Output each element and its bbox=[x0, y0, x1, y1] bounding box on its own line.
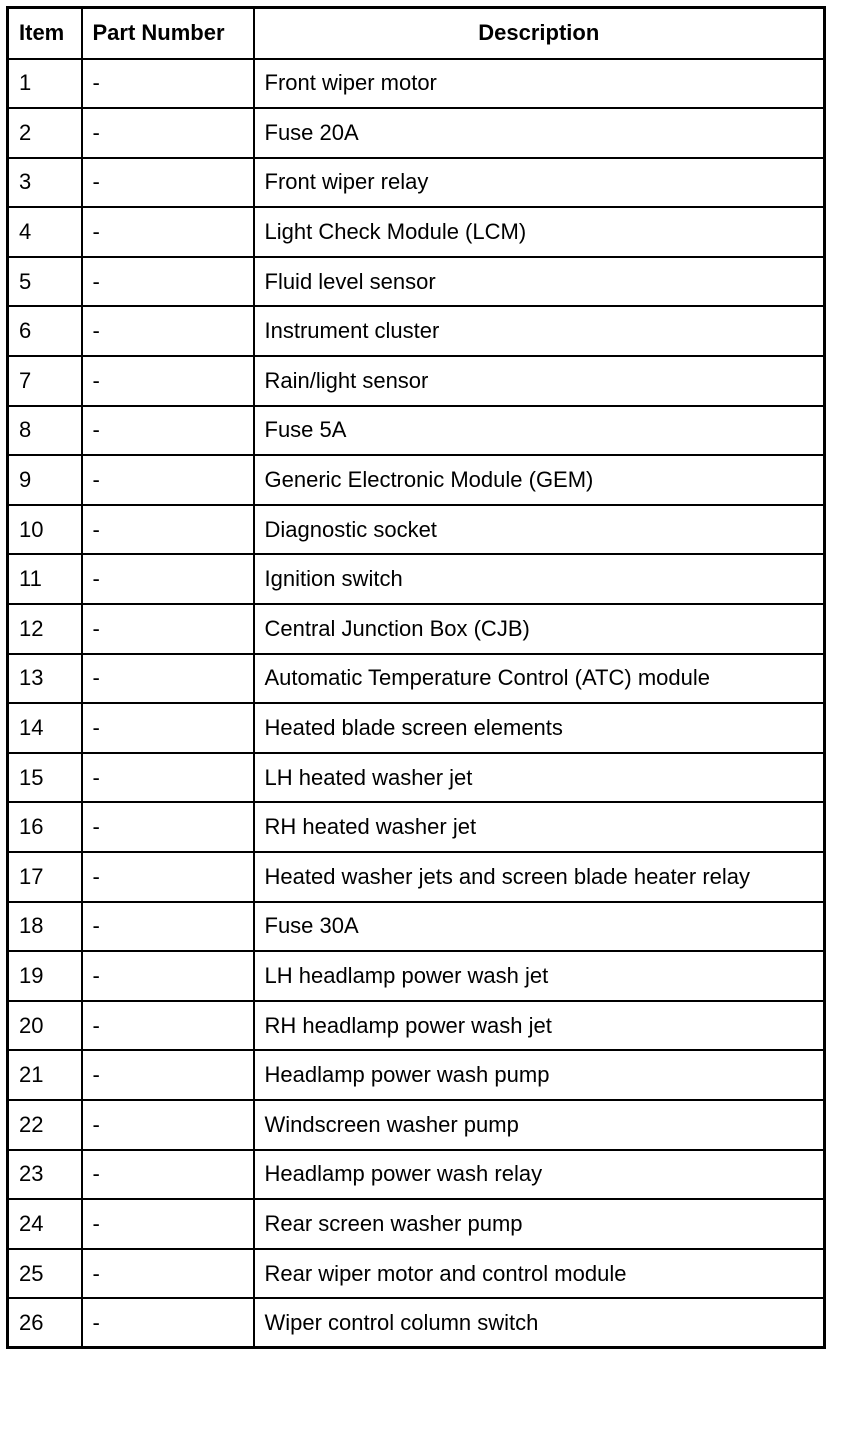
item-number: 19 bbox=[8, 951, 82, 1001]
item-number: 6 bbox=[8, 306, 82, 356]
item-number: 21 bbox=[8, 1050, 82, 1100]
part-number: - bbox=[82, 604, 254, 654]
description: Rain/light sensor bbox=[254, 356, 825, 406]
description: Heated washer jets and screen blade heater relay bbox=[254, 852, 825, 902]
description: Rear wiper motor and control module bbox=[254, 1249, 825, 1299]
part-number: - bbox=[82, 108, 254, 158]
description: Generic Electronic Module (GEM) bbox=[254, 455, 825, 505]
part-number: - bbox=[82, 703, 254, 753]
part-number: - bbox=[82, 753, 254, 803]
item-number: 10 bbox=[8, 505, 82, 555]
description: Diagnostic socket bbox=[254, 505, 825, 555]
table-row bbox=[8, 158, 825, 208]
table-row bbox=[8, 1249, 825, 1299]
item-number: 17 bbox=[8, 852, 82, 902]
part-number: - bbox=[82, 1249, 254, 1299]
description: Fluid level sensor bbox=[254, 257, 825, 307]
item-number: 4 bbox=[8, 207, 82, 257]
item-number: 9 bbox=[8, 455, 82, 505]
table-row bbox=[8, 406, 825, 456]
item-number: 2 bbox=[8, 108, 82, 158]
item-number: 23 bbox=[8, 1150, 82, 1200]
description: Rear screen washer pump bbox=[254, 1199, 825, 1249]
table-row bbox=[8, 753, 825, 803]
table-row bbox=[8, 951, 825, 1001]
parts-table bbox=[6, 6, 826, 1349]
item-number: 1 bbox=[8, 59, 82, 109]
part-number: - bbox=[82, 1298, 254, 1348]
part-number: - bbox=[82, 951, 254, 1001]
part-number: - bbox=[82, 1150, 254, 1200]
part-number: - bbox=[82, 505, 254, 555]
part-number: - bbox=[82, 158, 254, 208]
part-number: - bbox=[82, 1100, 254, 1150]
item-number: 11 bbox=[8, 554, 82, 604]
description: Wiper control column switch bbox=[254, 1298, 825, 1348]
description: Front wiper motor bbox=[254, 59, 825, 109]
header-description: Description bbox=[254, 8, 825, 59]
description: Automatic Temperature Control (ATC) module bbox=[254, 654, 825, 704]
item-number: 18 bbox=[8, 902, 82, 952]
part-number: - bbox=[82, 654, 254, 704]
description: Heated blade screen elements bbox=[254, 703, 825, 753]
part-number: - bbox=[82, 802, 254, 852]
table-row bbox=[8, 207, 825, 257]
table-row bbox=[8, 1298, 825, 1348]
table-row bbox=[8, 604, 825, 654]
header-part-number: Part Number bbox=[82, 8, 254, 59]
table-row bbox=[8, 852, 825, 902]
description: LH headlamp power wash jet bbox=[254, 951, 825, 1001]
part-number: - bbox=[82, 306, 254, 356]
description: Fuse 5A bbox=[254, 406, 825, 456]
description: RH heated washer jet bbox=[254, 802, 825, 852]
description: Fuse 30A bbox=[254, 902, 825, 952]
description: Instrument cluster bbox=[254, 306, 825, 356]
item-number: 22 bbox=[8, 1100, 82, 1150]
table-row bbox=[8, 802, 825, 852]
part-number: - bbox=[82, 207, 254, 257]
header-row bbox=[8, 8, 825, 59]
item-number: 3 bbox=[8, 158, 82, 208]
description: Fuse 20A bbox=[254, 108, 825, 158]
description: Central Junction Box (CJB) bbox=[254, 604, 825, 654]
part-number: - bbox=[82, 902, 254, 952]
table-row bbox=[8, 108, 825, 158]
part-number: - bbox=[82, 59, 254, 109]
description: Light Check Module (LCM) bbox=[254, 207, 825, 257]
description: Windscreen washer pump bbox=[254, 1100, 825, 1150]
table-row bbox=[8, 1199, 825, 1249]
table-row bbox=[8, 1001, 825, 1051]
item-number: 20 bbox=[8, 1001, 82, 1051]
table-row bbox=[8, 505, 825, 555]
table-row bbox=[8, 1050, 825, 1100]
description: LH heated washer jet bbox=[254, 753, 825, 803]
table-row bbox=[8, 59, 825, 109]
table-row bbox=[8, 554, 825, 604]
table-body bbox=[8, 59, 825, 1348]
part-number: - bbox=[82, 455, 254, 505]
table-row bbox=[8, 654, 825, 704]
part-number: - bbox=[82, 852, 254, 902]
item-number: 13 bbox=[8, 654, 82, 704]
item-number: 26 bbox=[8, 1298, 82, 1348]
item-number: 5 bbox=[8, 257, 82, 307]
item-number: 16 bbox=[8, 802, 82, 852]
item-number: 15 bbox=[8, 753, 82, 803]
part-number: - bbox=[82, 406, 254, 456]
item-number: 14 bbox=[8, 703, 82, 753]
item-number: 8 bbox=[8, 406, 82, 456]
table-row bbox=[8, 257, 825, 307]
table-row bbox=[8, 1150, 825, 1200]
description: Ignition switch bbox=[254, 554, 825, 604]
table-row bbox=[8, 356, 825, 406]
table-row bbox=[8, 455, 825, 505]
part-number: - bbox=[82, 1199, 254, 1249]
description: Headlamp power wash relay bbox=[254, 1150, 825, 1200]
part-number: - bbox=[82, 1050, 254, 1100]
part-number: - bbox=[82, 356, 254, 406]
item-number: 25 bbox=[8, 1249, 82, 1299]
part-number: - bbox=[82, 1001, 254, 1051]
item-number: 24 bbox=[8, 1199, 82, 1249]
table-row bbox=[8, 703, 825, 753]
description: Headlamp power wash pump bbox=[254, 1050, 825, 1100]
part-number: - bbox=[82, 257, 254, 307]
table-row bbox=[8, 306, 825, 356]
table-row bbox=[8, 1100, 825, 1150]
description: Front wiper relay bbox=[254, 158, 825, 208]
description: RH headlamp power wash jet bbox=[254, 1001, 825, 1051]
table-row bbox=[8, 902, 825, 952]
item-number: 12 bbox=[8, 604, 82, 654]
table-header bbox=[8, 8, 825, 59]
part-number: - bbox=[82, 554, 254, 604]
item-number: 7 bbox=[8, 356, 82, 406]
header-item: Item bbox=[8, 8, 82, 59]
